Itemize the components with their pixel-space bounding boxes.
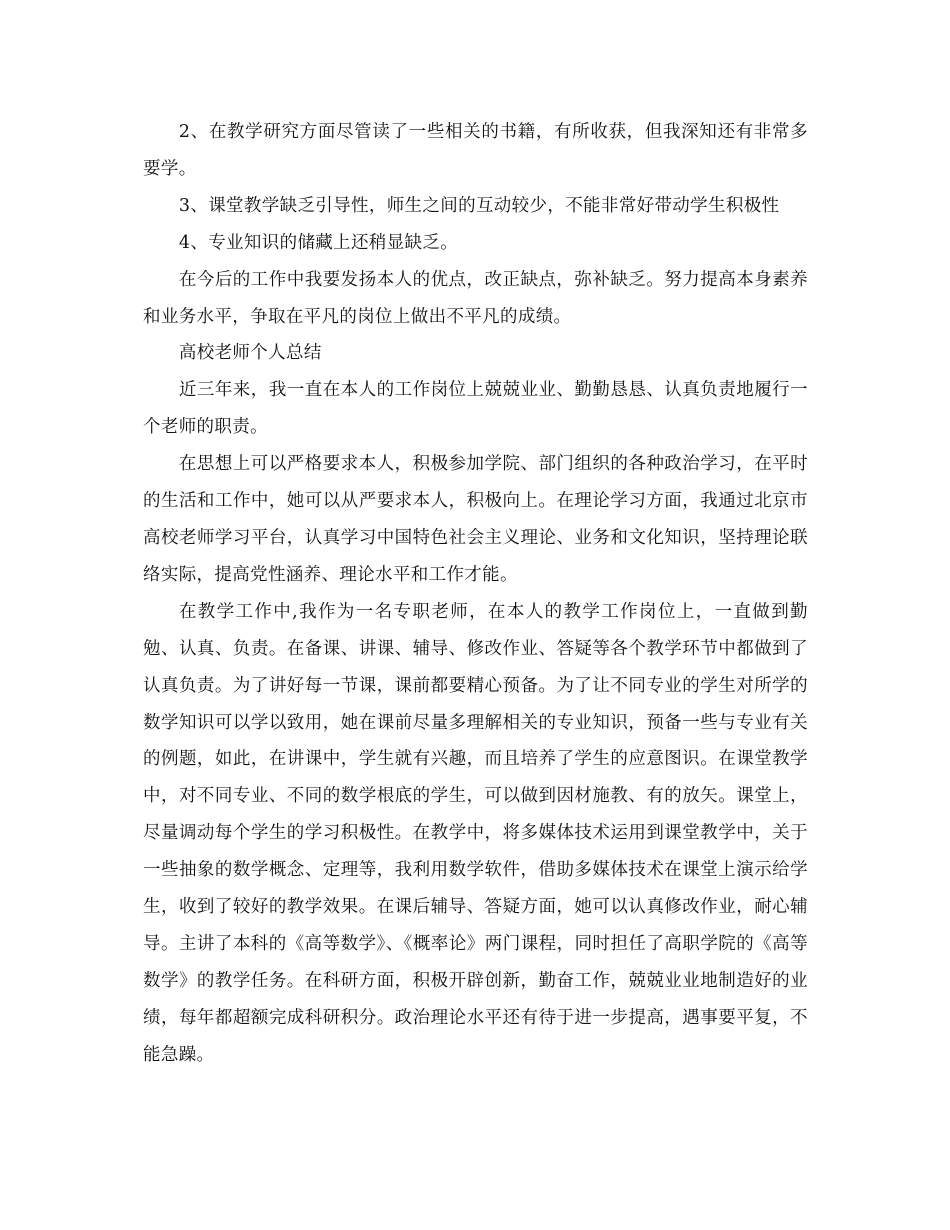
paragraph-future-plan: 在今后的工作中我要发扬本人的优点，改正缺点，弥补缺乏。努力提高本身素养和业务水平，争取在平凡的岗位上做出不平凡的成绩。 [143, 269, 808, 327]
section-title: 高校老师个人总结 [178, 343, 322, 364]
paragraph-intro: 近三年来，我一直在本人的工作岗位上兢兢业业、勤勤恳恳、认真负责地履行一个老师的职责。 [143, 380, 808, 438]
paragraph-ideology: 在思想上可以严格要求本人，积极参加学院、部门组织的各种政治学习，在平时的生活和工作中，她可以从严要求本人，积极向上。在理论学习方面，我通过北京市高校老师学习平台，认真学习中国特色社会主义理论、业务和文化知识，坚持理论联络实际，提高党性涵养、理论水平和工作才能。 [143, 454, 808, 585]
paragraph-weakness-research: 2、在教学研究方面尽管读了一些相关的书籍，有所收获，但我深知还有非常多要学。 [143, 122, 808, 179]
paragraph-teaching-work: 在教学工作中,我作为一名专职老师，在本人的教学工作岗位上，一直做到勤勉、认真、负责。在备课、讲课、辅导、修改作业、答疑等各个教学环节中都做到了认真负责。为了讲好每一节课，课前都要精心预备。为了让不同专业的学生对所学的数学知识可以学以致用，她在课前尽量多理解相关的专业知识，预备一些与专业有关的例题，如此，在讲课中，学生就有兴趣，而且培养了学生的应意图识。在课堂教学中，对不同专业、不同的数学根底的学生，可以做到因材施教、有的放矢。课堂上，尽量调动每个学生的学习积极性。在教学中，将多媒体技术运用到课堂教学中，关于一些抽象的数学概念、定理等，我利用数学软件，借助多媒体技术在课堂上演示给学生，收到了较好的教学效果。在课后辅导、答疑方面，她可以认真修改作业，耐心辅导。主讲了本科的《高等数学》、《概率论》两门课程，同时担任了高职学院的《高等数学》的教学任务。在科研方面，积极开辟创新，勤奋工作，兢兢业业地制造好的业绩，每年都超额完成科研积分。政治理论水平还有待于进一步提高，遇事要平复，不能急躁。 [143, 601, 808, 1065]
document-body [143, 114, 808, 1074]
paragraph-weakness-knowledge: 4、专业知识的储藏上还稍显缺乏。 [178, 232, 459, 253]
paragraph-weakness-classroom: 3、课堂教学缺乏引导性，师生之间的互动较少，不能非常好带动学生积极性 [178, 195, 780, 216]
